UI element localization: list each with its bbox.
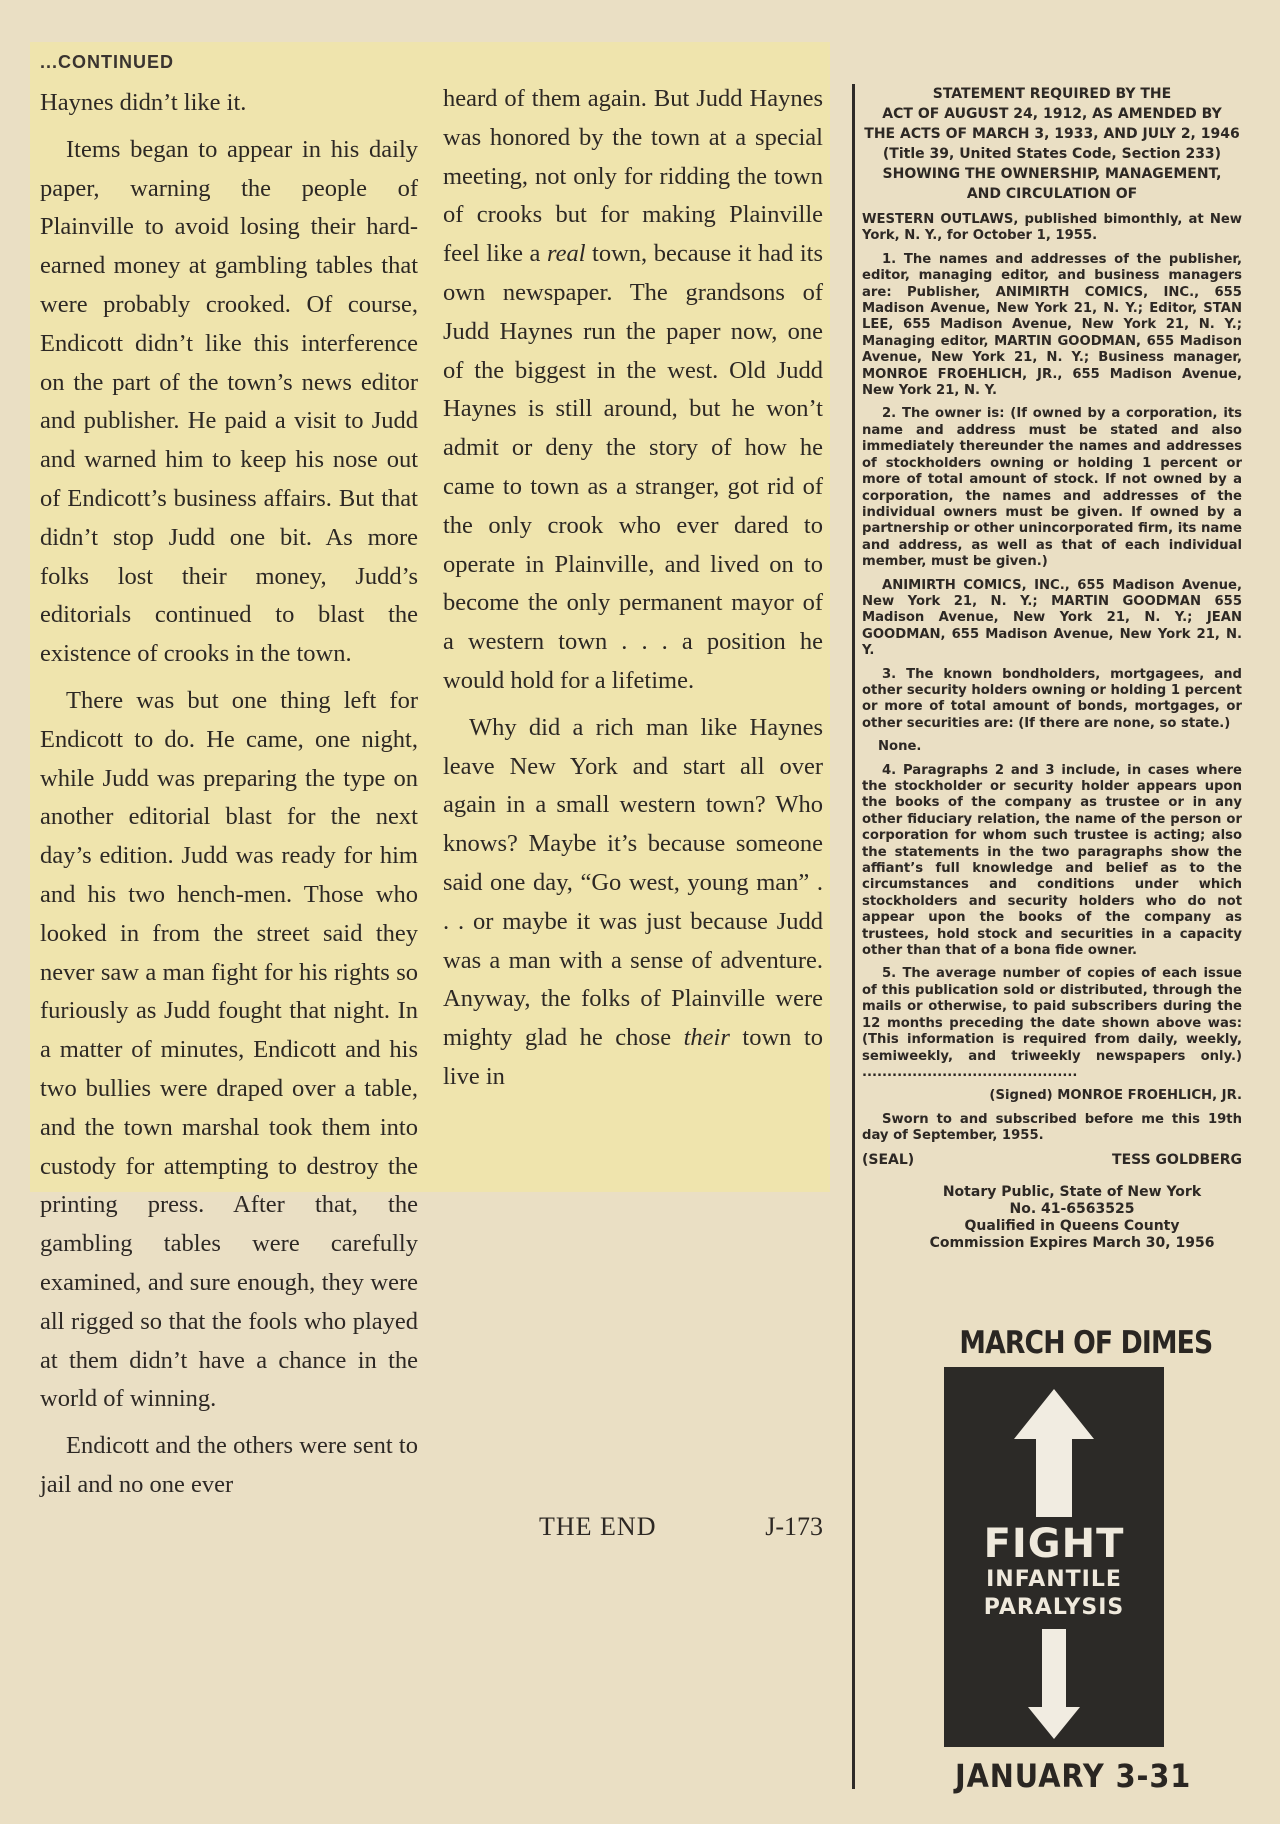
ownership-statement [862, 84, 1242, 1252]
statement-header-line: STATEMENT REQUIRED BY THE [932, 86, 1172, 102]
notary-line: No. 41-6563525 [1009, 1200, 1135, 1217]
the-end-label: THE END [539, 1512, 657, 1541]
statement-none: None. [878, 739, 922, 755]
statement-header-line: SHOWING THE OWNERSHIP, MANAGEMENT, [882, 166, 1222, 182]
seal-label: (SEAL) [862, 1151, 915, 1168]
column-divider [852, 84, 855, 1789]
statement-header-line: (Title 39, United States Code, Section 233) [882, 146, 1222, 162]
statement-signed: (Signed) MONROE FROEHLICH, JR. [989, 1088, 1242, 1104]
story-text: heard of them again. But Judd Haynes was honored by the town at a special meeting, not only for ridding the town of crooks but for making Plainville feel like a [443, 85, 823, 268]
ad-line-infantile: INFANTILE [986, 1567, 1122, 1592]
down-arrow-icon [1028, 1629, 1080, 1739]
statement-header-line: THE ACTS OF MARCH 3, 1933, AND JULY 2, 1946 [864, 126, 1240, 142]
march-of-dimes-ad [944, 1325, 1213, 1795]
story-text: Why did a rich man like Haynes leave New York and start all over again in a small western town? Who knows? Maybe it’s because someone said one day, “Go west, young man” . . . or maybe it was just because Judd was a man with a sense of adventure. Anyway, the folks of Plainville were mighty glad he chose [443, 713, 823, 1052]
statement-paragraph-2: 2. The owner is: (If owned by a corporation, its name and address must be stated and also immediately thereunder the names and addresses of stockholders owning or holding 1 percent or more of total amount of stock. If not owned by a corporation, the names and addresses of the individual owners must be given. If owned by a partnership or other unincorporated firm, its name and address, as well as that of each individual member, must be given.) [862, 406, 1242, 570]
seal-line [862, 1152, 1242, 1168]
notary-line: Notary Public, State of New York [942, 1183, 1202, 1200]
story-text: town to live in [443, 1024, 823, 1090]
notary-line: Qualified in Queens County [964, 1217, 1180, 1234]
ad-text [944, 1522, 1164, 1622]
statement-intro: WESTERN OUTLAWS, published bimonthly, at New York, N. Y., for October 1, 1955. [862, 212, 1242, 244]
statement-header-line: AND CIRCULATION OF [966, 186, 1138, 202]
statement-paragraph-1: 1. The names and addresses of the publisher, editor, managing editor, and business managers are: Publisher, ANIMIRTH COMICS, INC., 655 Madison Avenue, New York 21, N. Y.; Editor, STAN LEE, 655 Madison Avenue, New York 21, N. Y.; Managing editor, MARTIN GOODMAN, 655 Madison Avenue, New York 21, N. Y.; Business manager, MONROE FROEHLICH, JR., 655 Madison Avenue, New York 21, N. Y. [862, 251, 1242, 399]
ad-line-fight: FIGHT [983, 1521, 1125, 1567]
statement-paragraph-3: 3. The known bondholders, mortgagees, and other security holders owning or holding 1 percent or more of total amount of bonds, mortgages, or other securities are: (If there are none, so state.) [862, 666, 1242, 731]
story-code: J-173 [765, 1512, 823, 1541]
statement-header-line: ACT OF AUGUST 24, 1912, AS AMENDED BY [882, 106, 1222, 122]
statement-paragraph-5: 5. The average number of copies of each issue of this publication sold or distributed, through the mails or otherwise, to paid subscribers during the 12 months preceding the date shown above was: (This information is required from daily, weekly, semiweekly, and triweekly newspapers only.) ........................................... [862, 966, 1242, 1080]
emphasis-text: real [546, 240, 586, 268]
story-paragraph: There was but one thing left for Endicott to do. He came, one night, while Judd was preparing the type on another editorial blast for the next day’s edition. Judd was ready for him and his two hench-men. Those who looked in from the street said they never saw a man fight for his rights so furiously as Judd fought that night. In a matter of minutes, Endicott and his two bullies were draped over a table, and the town marshal took them into custody for attempting to destroy the printing press. After that, the gambling tables were carefully examined, and sure enough, they were all rigged so that the fools who played at them didn’t have a chance in the world of winning. [40, 686, 418, 1413]
continued-label: ...CONTINUED [40, 52, 175, 72]
notary-block [862, 1184, 1242, 1252]
story-paragraph: Haynes didn’t like it. [40, 89, 247, 116]
notary-name: TESS GOLDBERG [1112, 1151, 1242, 1168]
statement-header [862, 84, 1242, 204]
statement-sworn: Sworn to and subscribed before me this 19th day of September, 1955. [862, 1111, 1242, 1144]
ad-box [944, 1367, 1164, 1747]
ad-date: JANUARY 3-31 [955, 1757, 1192, 1795]
story-paragraph [443, 80, 823, 701]
story-paragraph: Endicott and the others were sent to jail and no one ever [40, 1432, 418, 1498]
ad-title: MARCH OF DIMES [959, 1325, 1213, 1361]
notary-line: Commission Expires March 30, 1956 [929, 1234, 1215, 1251]
ad-line-paralysis: PARALYSIS [983, 1595, 1125, 1620]
story-text: town, because it had its own newspaper. The grandsons of Judd Haynes run the paper now, one of the biggest in the west. Old Judd Haynes is still around, but he won’t admit or deny the story of how he came to town as a stranger, got rid of the only crook who ever dared to operate in Plainville, and lived on to become the only permanent mayor of a western town . . . a position he would hold for a lifetime. [443, 240, 824, 694]
statement-owners: ANIMIRTH COMICS, INC., 655 Madison Avenue, New York 21, N. Y.; MARTIN GOODMAN 655 Madison Avenue, New York 21, N. Y.; JEAN GOODMAN, 655 Madison Avenue, New York 21, N. Y. [862, 577, 1242, 659]
emphasis-text: their [683, 1024, 730, 1052]
up-arrow-icon [1014, 1389, 1094, 1517]
story-column-1 [40, 84, 418, 1513]
story-column-2 [443, 80, 823, 1105]
story-paragraph: Items began to appear in his daily paper, warning the people of Plainville to avoid losing their hard-earned money at gambling tables that were probably crooked. Of course, Endicott didn’t like this interference on the part of the town’s news editor and publisher. He paid a visit to Judd and warned him to keep his nose out of Endicott’s business affairs. But that didn’t stop Judd one bit. As more folks lost their money, Judd’s editorials continued to blast the existence of crooks in the town. [40, 135, 418, 668]
story-paragraph [443, 709, 823, 1097]
end-row [443, 1512, 823, 1542]
statement-paragraph-4: 4. Paragraphs 2 and 3 include, in cases where the stockholder or security holder appears upon the books of the company as trustee or in any other fiduciary relation, the name of the person or corporation for whom such trustee is acting; also the statements in the two paragraphs show the affiant’s full knowledge and belief as to the circumstances and conditions under which stockholders and security holders who do not appear upon the books of the company as trustees, hold stock and securities in a capacity other than that of a bona fide owner. [862, 762, 1242, 959]
